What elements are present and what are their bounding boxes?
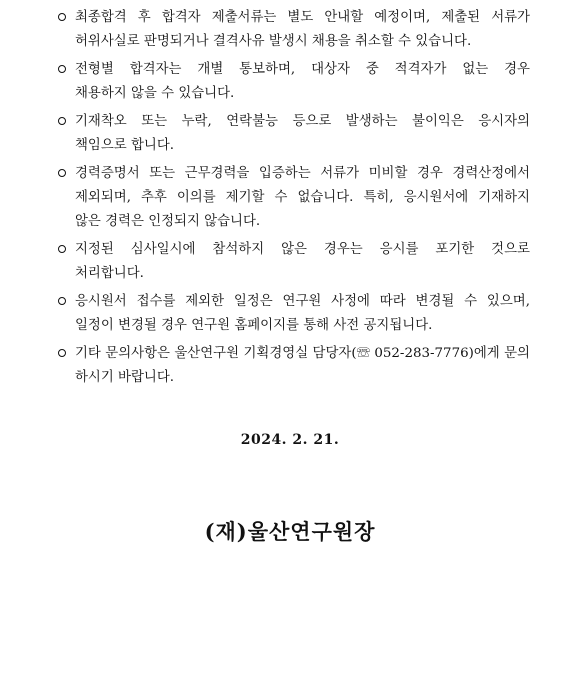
notice-line: 응시원서 접수를 제외한 일정은 연구원 사정에 따라 변경될 수 있으며,: [75, 294, 530, 309]
notice-item-7: [58, 342, 530, 390]
notice-line: 채용하지 않을 수 있습니다.: [75, 86, 235, 101]
notice-line: 제외되며, 추후 이의를 제기할 수 없습니다. 특히, 응시원서에 기재하지: [75, 190, 530, 205]
circle-bullet-icon: [58, 245, 66, 253]
notice-line: 경력증명서 또는 근무경력을 입증하는 서류가 미비할 경우 경력산정에서: [75, 166, 530, 181]
notice-item-5: [58, 238, 530, 286]
notice-line: 허위사실로 판명되거나 결격사유 발생시 채용을 취소할 수 있습니다.: [75, 34, 472, 49]
notice-line: 책임으로 합니다.: [75, 138, 175, 153]
signer-name: (재)울산연구원장: [204, 519, 376, 544]
notice-line: 처리합니다.: [75, 266, 144, 281]
notice-item-3: [58, 110, 530, 158]
announcement-date: 2024. 2. 21.: [240, 432, 340, 448]
notice-item-1: [58, 6, 530, 54]
notice-line: 기타 문의사항은 울산연구원 기획경영실 담당자(☏ 052-283-7776)에게 문의: [75, 346, 530, 361]
circle-bullet-icon: [58, 297, 66, 305]
notice-item-4: [58, 162, 530, 234]
circle-bullet-icon: [58, 13, 66, 21]
circle-bullet-icon: [58, 65, 66, 73]
notice-list: [58, 6, 530, 394]
notice-line: 지정된 심사일시에 참석하지 않은 경우는 응시를 포기한 것으로: [75, 242, 530, 257]
notice-line: 일정이 변경될 경우 연구원 홈페이지를 통해 사전 공지됩니다.: [75, 318, 433, 333]
notice-line: 기재착오 또는 누락, 연락불능 등으로 발생하는 불이익은 응시자의: [75, 114, 530, 129]
notice-line: 전형별 합격자는 개별 통보하며, 대상자 중 적격자가 없는 경우: [75, 62, 530, 77]
circle-bullet-icon: [58, 117, 66, 125]
notice-item-6: [58, 290, 530, 338]
notice-line: 최종합격 후 합격자 제출서류는 별도 안내할 예정이며, 제출된 서류가: [75, 10, 530, 25]
notice-item-2: [58, 58, 530, 106]
notice-line: 하시기 바랍니다.: [75, 370, 175, 385]
notice-line: 않은 경력은 인정되지 않습니다.: [75, 214, 261, 229]
circle-bullet-icon: [58, 349, 66, 357]
circle-bullet-icon: [58, 169, 66, 177]
